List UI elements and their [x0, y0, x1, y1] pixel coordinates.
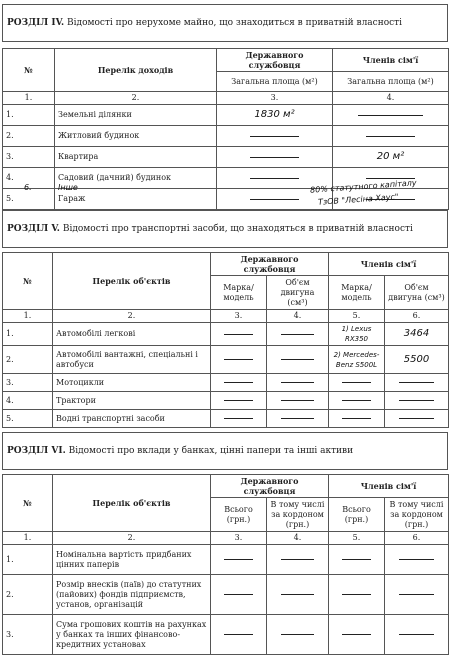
row-num: 3. — [3, 615, 53, 655]
dash-mark — [250, 157, 299, 158]
row-num: 2. — [3, 126, 55, 147]
row-label: Автомобілі легкові — [53, 323, 211, 346]
row-num: 1. — [3, 105, 55, 126]
fam-model — [329, 392, 385, 410]
col-index: 5. — [329, 532, 385, 545]
dash-mark — [342, 400, 371, 401]
dash-mark — [342, 382, 371, 383]
dash-mark — [281, 594, 314, 595]
dash-mark — [281, 334, 314, 335]
row-num: 4. — [3, 392, 53, 410]
section-v-table — [2, 252, 449, 428]
col-num-header: № — [3, 49, 55, 92]
section-vi — [2, 432, 448, 655]
handwritten-note-line1: 80% статутного капіталу — [309, 178, 417, 195]
col-gov-header: Державного службовця — [211, 253, 329, 276]
dash-mark — [366, 136, 415, 137]
fam-model — [329, 323, 385, 346]
dash-mark — [342, 418, 371, 419]
col-index: 4. — [333, 92, 449, 105]
handwritten-value: 5500 — [403, 353, 430, 365]
gov-abroad — [267, 615, 329, 655]
fam-volume — [385, 323, 449, 346]
col-abroad-gov-header: В тому числі за кордоном (грн.) — [267, 498, 329, 532]
section-v-title-text: Відомості про транспортні засоби, що знаходяться в приватній власності — [62, 223, 413, 234]
fam-volume — [385, 346, 449, 374]
gov-model — [211, 392, 267, 410]
col-area-fam-header: Загальна площа (м²) — [333, 72, 449, 92]
col-index: 3. — [211, 310, 267, 323]
dash-mark — [342, 634, 371, 635]
gov-model — [211, 410, 267, 428]
col-total-fam-header: Всього (грн.) — [329, 498, 385, 532]
handwritten-row-6-label: Інше — [58, 183, 78, 192]
fam-value — [333, 105, 449, 126]
col-area-gov-header: Загальна площа (м²) — [217, 72, 333, 92]
dash-mark — [250, 136, 299, 137]
gov-volume — [267, 346, 329, 374]
fam-total — [329, 615, 385, 655]
section-v-label: РОЗДІЛ V. — [7, 223, 60, 234]
row-label: Мотоцикли — [53, 374, 211, 392]
row-num: 5. — [3, 189, 55, 210]
col-fam-header: Членів сім'ї — [329, 253, 449, 276]
col-volume-gov-header: Об'єм двигуна (см³) — [267, 276, 329, 310]
col-index: 2. — [53, 532, 211, 545]
fam-abroad — [385, 545, 449, 575]
col-index: 3. — [211, 532, 267, 545]
section-v — [2, 210, 448, 428]
dash-mark — [281, 359, 314, 360]
fam-model — [329, 374, 385, 392]
handwritten-value: 1) Lexus RX350 — [341, 325, 372, 343]
dash-mark — [281, 634, 314, 635]
dash-mark — [399, 559, 433, 560]
col-index: 4. — [267, 532, 329, 545]
col-index: 3. — [217, 92, 333, 105]
col-list-header: Перелік доходів — [55, 49, 217, 92]
row-label: Житловий будинок — [55, 126, 217, 147]
col-index: 1. — [3, 310, 53, 323]
dash-mark — [399, 400, 433, 401]
gov-model — [211, 346, 267, 374]
table-row — [3, 147, 449, 168]
row-num: 2. — [3, 575, 53, 615]
col-index: 6. — [385, 310, 449, 323]
dash-mark — [250, 199, 299, 200]
dash-mark — [281, 400, 314, 401]
col-num-header: № — [3, 475, 53, 532]
gov-abroad — [267, 545, 329, 575]
row-label: Земельні ділянки — [55, 105, 217, 126]
fam-model — [329, 410, 385, 428]
row-num: 4. — [3, 168, 55, 189]
handwritten-value: 3464 — [403, 328, 430, 339]
table-row — [3, 615, 449, 655]
gov-total — [211, 575, 267, 615]
fam-volume — [385, 410, 449, 428]
gov-total — [211, 615, 267, 655]
gov-model — [211, 374, 267, 392]
col-gov-header: Державного службовця — [211, 475, 329, 498]
table-row — [3, 374, 449, 392]
table-row — [3, 392, 449, 410]
col-total-gov-header: Всього (грн.) — [211, 498, 267, 532]
section-vi-label: РОЗДІЛ VI. — [7, 445, 66, 456]
row-label: Трактори — [53, 392, 211, 410]
gov-volume — [267, 410, 329, 428]
row-label: Гараж — [55, 189, 217, 210]
row-num: 3. — [3, 147, 55, 168]
row-label: Розмір внесків (паїв) до статутних (пайових) фондів підприємств, установ, організацій — [53, 575, 211, 615]
col-list-header: Перелік об'єктів — [53, 253, 211, 310]
handwritten-row-6-num: 6. — [24, 183, 32, 192]
table-row — [3, 105, 449, 126]
table-row — [3, 410, 449, 428]
dash-mark — [281, 382, 314, 383]
table-row — [3, 575, 449, 615]
col-volume-fam-header: Об'єм двигуна (см³) — [385, 276, 449, 310]
gov-abroad — [267, 575, 329, 615]
row-num: 5. — [3, 410, 53, 428]
col-index: 4. — [267, 310, 329, 323]
dash-mark — [281, 418, 314, 419]
col-abroad-fam-header: В тому числі за кордоном (грн.) — [385, 498, 449, 532]
section-iv-label: РОЗДІЛ IV. — [7, 17, 65, 28]
gov-volume — [267, 374, 329, 392]
dash-mark — [281, 559, 314, 560]
dash-mark — [399, 382, 433, 383]
gov-volume — [267, 323, 329, 346]
gov-value — [217, 126, 333, 147]
dash-mark — [224, 382, 253, 383]
table-row — [3, 126, 449, 147]
col-fam-header: Членів сім'ї — [333, 49, 449, 72]
row-label: Номінальна вартість придбаних цінних паперів — [53, 545, 211, 575]
col-index: 5. — [329, 310, 385, 323]
col-num-header: № — [3, 253, 53, 310]
section-iv-title-text: Відомості про нерухоме майно, що знаходиться в приватній власності — [67, 17, 403, 28]
col-index: 2. — [55, 92, 217, 105]
col-index: 1. — [3, 532, 53, 545]
col-model-fam-header: Марка/ модель — [329, 276, 385, 310]
dash-mark — [250, 178, 299, 179]
dash-mark — [342, 594, 371, 595]
fam-total — [329, 575, 385, 615]
col-fam-header: Членів сім'ї — [329, 475, 449, 498]
row-label: Сума грошових коштів на рахунках у банках та інших фінансово-кредитних установах — [53, 615, 211, 655]
row-label: Автомобілі вантажні, спеціальні і автобуси — [53, 346, 211, 374]
row-label: Садовий (дачний) будинок — [55, 168, 217, 189]
handwritten-value: 2) Mercedes-Benz S500L — [333, 350, 380, 369]
col-index: 1. — [3, 92, 55, 105]
fam-abroad — [385, 615, 449, 655]
col-gov-header: Державного службовця — [217, 49, 333, 72]
dash-mark — [358, 115, 423, 116]
dash-mark — [399, 418, 433, 419]
fam-value — [333, 147, 449, 168]
fam-total — [329, 545, 385, 575]
row-num: 1. — [3, 323, 53, 346]
col-index: 6. — [385, 532, 449, 545]
dash-mark — [224, 334, 253, 335]
dash-mark — [224, 418, 253, 419]
table-row — [3, 545, 449, 575]
fam-value — [333, 126, 449, 147]
row-num: 3. — [3, 374, 53, 392]
col-model-gov-header: Марка/ модель — [211, 276, 267, 310]
section-v-title — [2, 210, 448, 248]
section-vi-title-text: Відомості про вклади у банках, цінні папери та інші активи — [68, 445, 354, 456]
handwritten-note-line2: ТзОВ "Лесіна Хаус" — [317, 192, 399, 207]
dash-mark — [399, 634, 433, 635]
gov-total — [211, 545, 267, 575]
dash-mark — [224, 634, 253, 635]
section-iv — [2, 4, 448, 210]
table-row — [3, 346, 449, 374]
row-label: Квартира — [55, 147, 217, 168]
row-label: Водні транспортні засоби — [53, 410, 211, 428]
section-iv-title — [2, 4, 448, 42]
handwritten-value: 20 м² — [376, 151, 405, 162]
gov-model — [211, 323, 267, 346]
fam-abroad — [385, 575, 449, 615]
fam-volume — [385, 374, 449, 392]
section-vi-title — [2, 432, 448, 470]
dash-mark — [342, 559, 371, 560]
dash-mark — [224, 359, 253, 360]
fam-model — [329, 346, 385, 374]
gov-value — [217, 105, 333, 126]
section-vi-table — [2, 474, 449, 655]
dash-mark — [224, 594, 253, 595]
table-row — [3, 323, 449, 346]
gov-volume — [267, 392, 329, 410]
col-list-header: Перелік об'єктів — [53, 475, 211, 532]
fam-volume — [385, 392, 449, 410]
row-num: 2. — [3, 346, 53, 374]
row-num: 1. — [3, 545, 53, 575]
dash-mark — [399, 594, 433, 595]
dash-mark — [224, 400, 253, 401]
col-index: 2. — [53, 310, 211, 323]
dash-mark — [224, 559, 253, 560]
gov-value — [217, 147, 333, 168]
handwritten-value: 1830 м² — [254, 109, 295, 120]
